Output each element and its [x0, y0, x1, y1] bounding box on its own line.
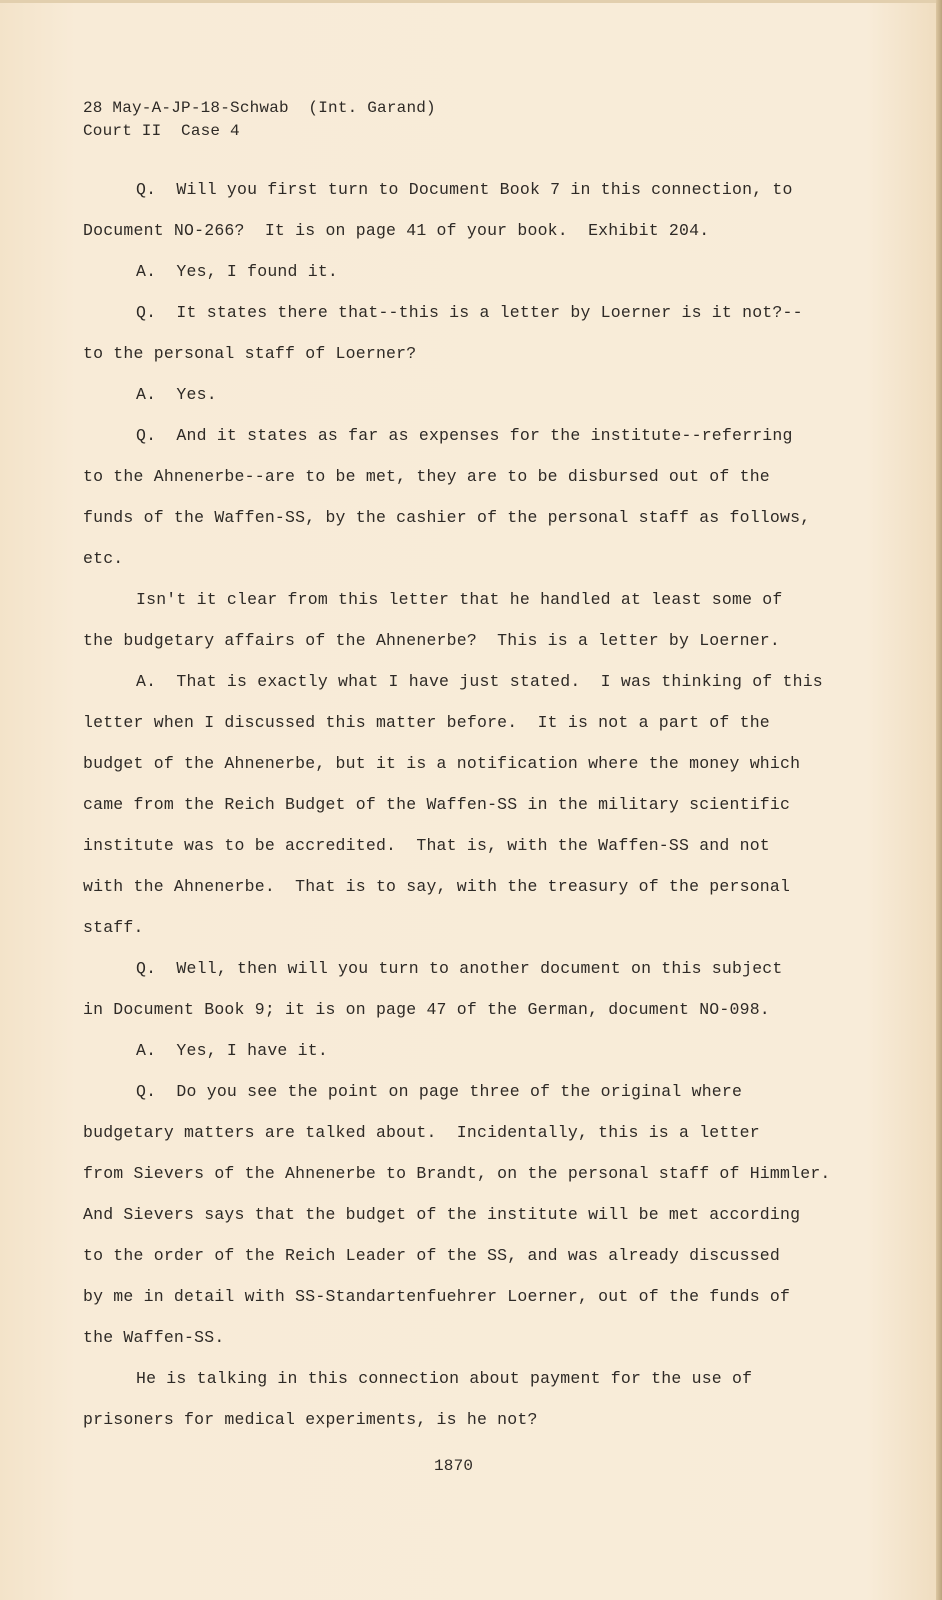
body-line: He is talking in this connection about payment for the use of: [136, 1369, 753, 1388]
page-top-edge: [0, 0, 942, 3]
header-line-1: 28 May-A-JP-18-Schwab (Int. Garand): [83, 99, 436, 117]
body-line: A. Yes, I found it.: [136, 262, 339, 281]
body-line: A. That is exactly what I have just stated. I was thinking of this: [136, 672, 823, 691]
body-line: came from the Reich Budget of the Waffen-SS in the military scientific: [83, 795, 791, 814]
body-line: etc.: [83, 549, 124, 568]
body-line: A. Yes, I have it.: [136, 1041, 328, 1060]
body-line: to the personal staff of Loerner?: [83, 344, 417, 363]
body-line: Q. And it states as far as expenses for the institute--referring: [136, 426, 793, 445]
body-line: prisoners for medical experiments, is he not?: [83, 1410, 538, 1429]
header-line-2: Court II Case 4: [83, 122, 240, 140]
page-right-edge: [936, 0, 942, 1600]
body-line: Q. Well, then will you turn to another document on this subject: [136, 959, 783, 978]
body-line: by me in detail with SS-Standartenfuehrer Loerner, out of the funds of: [83, 1287, 791, 1306]
body-line: staff.: [83, 918, 144, 937]
body-line: A. Yes.: [136, 385, 217, 404]
body-line: to the order of the Reich Leader of the SS, and was already discussed: [83, 1246, 781, 1265]
body-line: Document NO-266? It is on page 41 of your book. Exhibit 204.: [83, 221, 710, 240]
body-line: funds of the Waffen-SS, by the cashier of the personal staff as follows,: [83, 508, 811, 527]
body-line: letter when I discussed this matter before. It is not a part of the: [83, 713, 770, 732]
body-line: the Waffen-SS.: [83, 1328, 225, 1347]
body-line: Q. Do you see the point on page three of the original where: [136, 1082, 743, 1101]
body-line: And Sievers says that the budget of the institute will be met according: [83, 1205, 801, 1224]
body-line: to the Ahnenerbe--are to be met, they are to be disbursed out of the: [83, 467, 770, 486]
body-line: with the Ahnenerbe. That is to say, with the treasury of the personal: [83, 877, 791, 896]
body-line: institute was to be accredited. That is, with the Waffen-SS and not: [83, 836, 770, 855]
body-line: budget of the Ahnenerbe, but it is a notification where the money which: [83, 754, 801, 773]
body-line: budgetary matters are talked about. Incidentally, this is a letter: [83, 1123, 760, 1142]
body-line: from Sievers of the Ahnenerbe to Brandt, on the personal staff of Himmler.: [83, 1164, 831, 1183]
body-line: Q. Will you first turn to Document Book 7 in this connection, to: [136, 180, 793, 199]
body-line: the budgetary affairs of the Ahnenerbe? This is a letter by Loerner.: [83, 631, 781, 650]
body-line: Isn't it clear from this letter that he handled at least some of: [136, 590, 783, 609]
body-line: in Document Book 9; it is on page 47 of the German, document NO-098.: [83, 1000, 770, 1019]
body-line: Q. It states there that--this is a letter by Loerner is it not?--: [136, 303, 803, 322]
page-number: 1870: [434, 1457, 474, 1475]
